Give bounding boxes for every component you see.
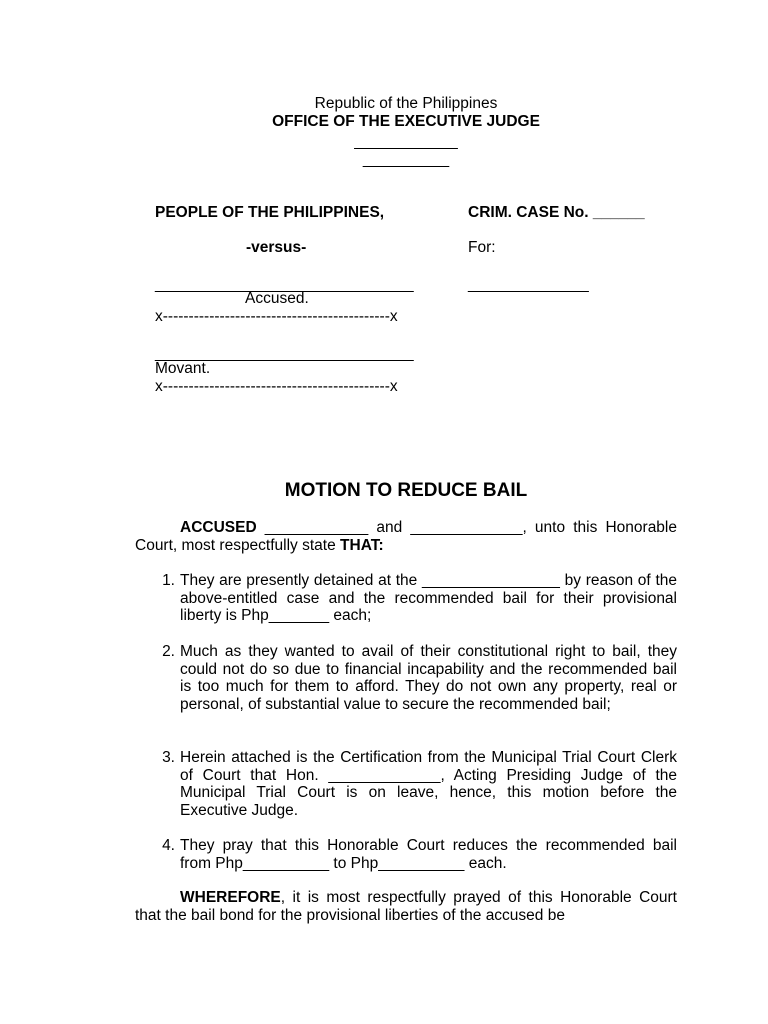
accused-label: Accused. bbox=[245, 290, 309, 307]
wherefore-paragraph bbox=[135, 889, 677, 924]
wherefore-text: , it is most respectfully prayed of this Honorable Court that the bail bond for the provisional liberties of the accused be bbox=[135, 889, 677, 924]
movant-name-blank: ______________________________ bbox=[155, 345, 414, 362]
list-item: Much as they wanted to avail of their constitutional right to bail, they could not do so due to financial incapability and the recommended bail is too much for them to afford. They do not own any property, real or personal, of substantial value to secure the recommended bail; bbox=[180, 643, 677, 713]
plaintiff-label: PEOPLE OF THE PHILIPPINES, bbox=[155, 204, 385, 221]
header-republic: Republic of the Philippines bbox=[314, 95, 498, 112]
list-item: Herein attached is the Certification from the Municipal Trial Court Clerk of Court that Hon. _____________, Acting Presiding Judge of the Municipal Trial Court is on leave, hence, this motion before the Executive Judge. bbox=[180, 749, 677, 819]
versus-label: -versus- bbox=[246, 239, 307, 256]
item-number-4: 4. bbox=[162, 837, 175, 854]
intro-paragraph bbox=[135, 519, 677, 554]
item-number-1: 1. bbox=[162, 572, 175, 589]
wherefore-label: WHEREFORE bbox=[180, 889, 281, 906]
accused-name-blank: ______________________________ bbox=[155, 276, 414, 293]
intro-text: ____________ and _____________, unto this Honorable Court, most respectfully state bbox=[135, 519, 677, 554]
intro-accused: ACCUSED bbox=[180, 519, 257, 536]
for-label: For: bbox=[468, 239, 496, 256]
caption-divider-2: x--------------------------------------------x bbox=[155, 378, 398, 395]
list-item: They pray that this Honorable Court reduces the recommended bail from Php__________ to Php__________ each. bbox=[180, 837, 677, 872]
movant-label: Movant. bbox=[155, 360, 211, 377]
case-number: CRIM. CASE No. ______ bbox=[468, 204, 645, 221]
header-office: OFFICE OF THE EXECUTIVE JUDGE bbox=[272, 113, 540, 130]
item-number-3: 3. bbox=[162, 749, 175, 766]
for-blank: ______________ bbox=[468, 276, 589, 293]
list-item: They are presently detained at the ________________ by reason of the above-entitled case and the recommended bail for their provisional liberty is Php_______ each; bbox=[180, 572, 677, 624]
item-number-2: 2. bbox=[162, 643, 175, 660]
caption-divider-1: x--------------------------------------------x bbox=[155, 308, 398, 325]
header-blank-1: ____________ bbox=[354, 133, 458, 150]
header-blank-2: __________ bbox=[362, 151, 450, 168]
intro-that: THAT: bbox=[340, 536, 384, 554]
document-title: MOTION TO REDUCE BAIL bbox=[284, 480, 528, 501]
